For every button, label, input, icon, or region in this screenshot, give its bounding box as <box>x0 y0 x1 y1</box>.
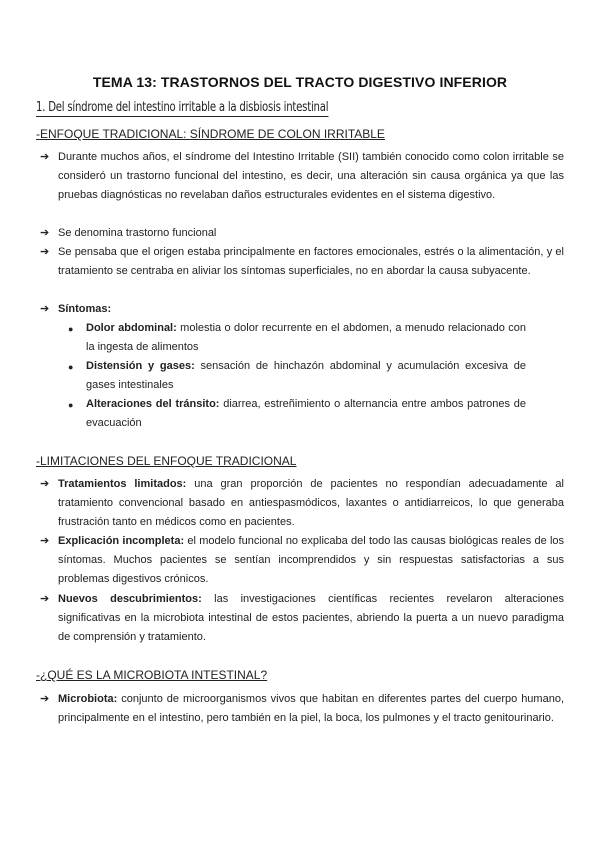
symptom-item: Dolor abdominal: molestia o dolor recurrente en el abdomen, a menudo relacionado con la ingesta de alimentos <box>86 322 526 353</box>
symptom-item: Alteraciones del tránsito: diarrea, estreñimiento o alternancia entre ambos patrones de evacuación <box>86 398 526 429</box>
arrow-bullet-icon: ➔ <box>40 303 50 315</box>
arrow-bullet-icon: ➔ <box>40 535 50 547</box>
section-subtitle: 1. Del síndrome del intestino irritable a la disbiosis intestinal <box>36 100 329 115</box>
arrow-bullet-icon: ➔ <box>40 593 50 605</box>
heading-microbiota: -¿QUÉ ES LA MICROBIOTA INTESTINAL? <box>36 668 268 682</box>
page-title: TEMA 13: TRASTORNOS DEL TRACTO DIGESTIVO INFERIOR <box>92 74 508 90</box>
arrow-bullet-icon: ➔ <box>40 246 50 258</box>
arrow-bullet-icon: ➔ <box>40 693 50 705</box>
arrow-bullet-icon: ➔ <box>40 478 50 490</box>
heading-enfoque-tradicional: -ENFOQUE TRADICIONAL: SÍNDROME DE COLON IRRITABLE <box>36 127 385 141</box>
list-item: Nuevos descubrimientos: las investigaciones científicas recientes revelaron alteraciones significativas en la microbiota intestinal de estos pacientes, abriendo la puerta a un nuevo paradigma de comprensión y tratamiento. <box>58 593 564 643</box>
dot-bullet-icon: ● <box>68 324 74 334</box>
dot-bullet-icon: ● <box>68 362 74 372</box>
list-item: Microbiota: conjunto de microorganismos vivos que habitan en diferentes partes del cuerpo humano, principalmente en el intestino, pero también en la piel, la boca, los pulmones y el tracto genitourinario. <box>58 693 564 724</box>
list-item: Explicación incompleta: el modelo funcional no explicaba del todo las causas biológicas reales de los síntomas. Muchos pacientes se sentían incomprendidos y sin respuestas satisfactorias a sus problemas digestivos crónicos. <box>58 535 565 585</box>
heading-limitaciones: -LIMITACIONES DEL ENFOQUE TRADICIONAL <box>36 454 297 468</box>
symptom-item: Distensión y gases: sensación de hinchazón abdominal y acumulación excesiva de gases intestinales <box>86 360 526 391</box>
list-item: Se denomina trastorno funcional <box>58 227 217 239</box>
dot-bullet-icon: ● <box>68 400 74 410</box>
arrow-bullet-icon: ➔ <box>40 227 50 239</box>
list-item: Tratamientos limitados: una gran proporción de pacientes no respondían adecuadamente al tratamiento convencional basado en antiespasmódicos, laxantes o antidiarreicos, lo que generaba frustración tanto en médicos como en pacientes. <box>58 478 564 528</box>
arrow-bullet-icon: ➔ <box>40 151 50 163</box>
list-item: Se pensaba que el origen estaba principalmente en factores emocionales, estrés o la alimentación, y el tratamiento se centraba en aliviar los síntomas superficiales, no en abordar la causa subyacente. <box>58 246 564 277</box>
list-item: Durante muchos años, el síndrome del Intestino Irritable (SII) también conocido como colon irritable se consideró un trastorno funcional del intestino, es decir, una alteración sin causa orgánica ya que las pruebas diagnósticas no revelaban daños estructurales evidentes en el sistema digestivo. <box>58 151 564 201</box>
list-item-sintomas: Síntomas: <box>58 303 112 315</box>
